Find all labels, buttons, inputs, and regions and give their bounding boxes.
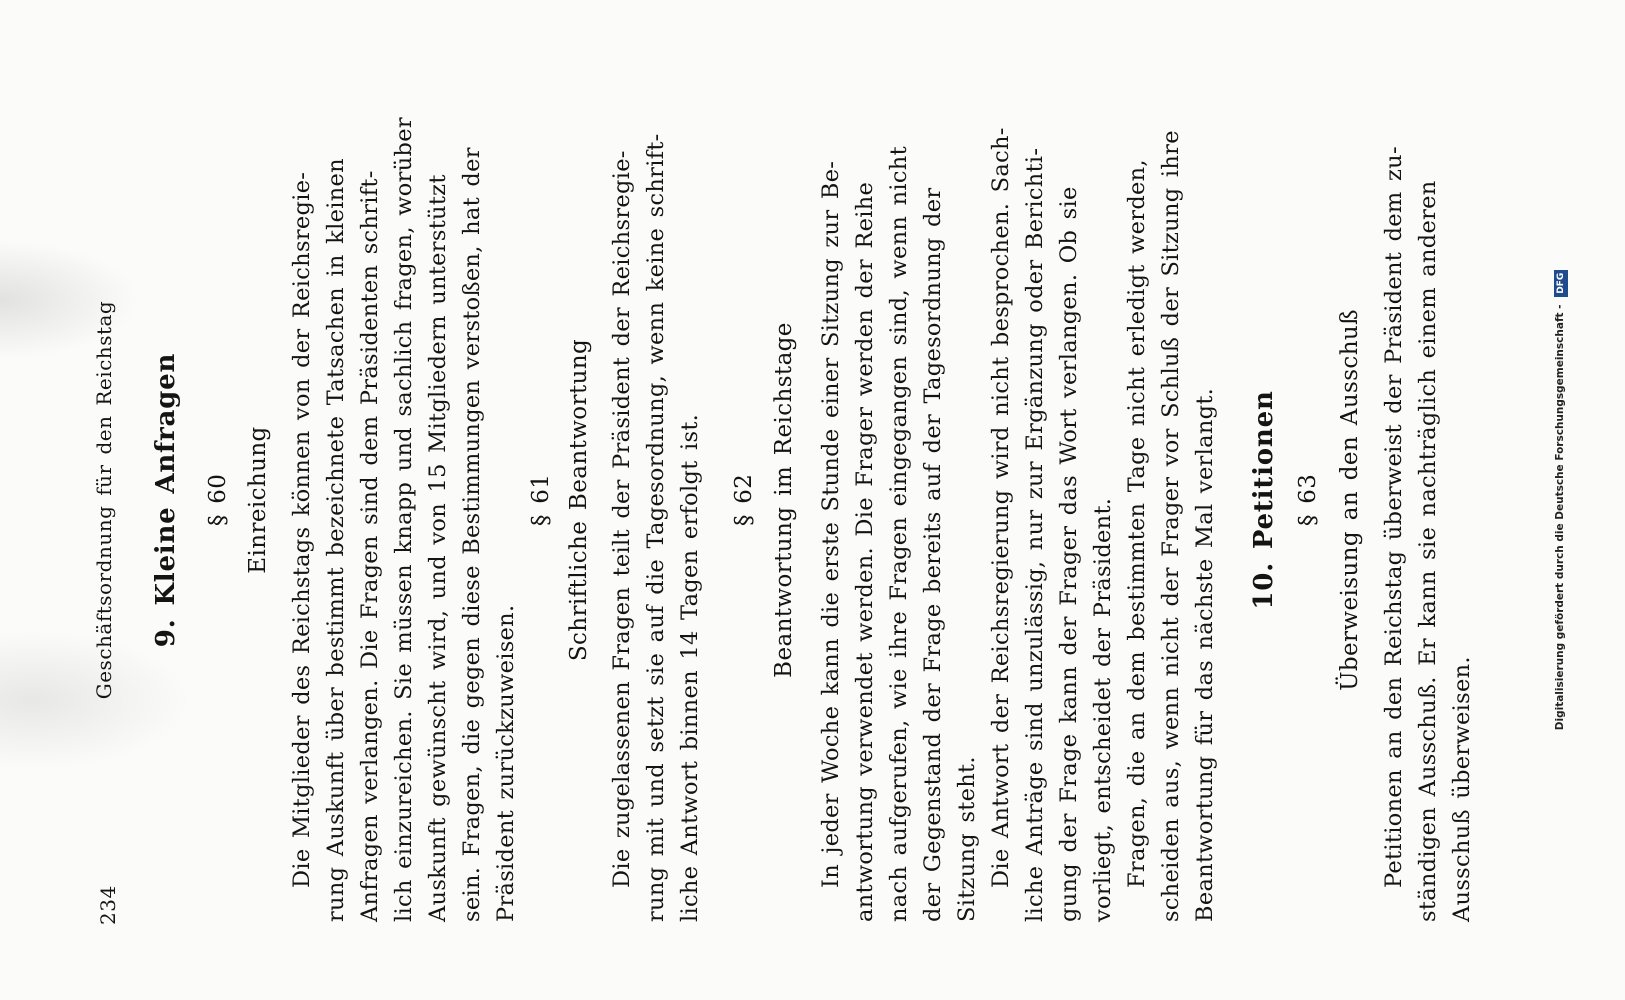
- paragraph-title: Schriftliche Beantwortung: [566, 338, 592, 662]
- text-line: In jeder Woche kann die erste Stunde einer Sitzung zur Be-: [818, 160, 844, 888]
- text-line: Die Antwort der Reichsregierung wird nicht besprochen. Sach-: [988, 127, 1014, 888]
- paragraph-sign: § 60: [205, 473, 231, 527]
- text-line: Petitionen an den Reichstag überweist der Präsident dem zu-: [1381, 146, 1407, 888]
- text-line: Fragen, die an dem bestimmten Tage nicht erledigt werden,: [1124, 159, 1150, 888]
- text-line: ständigen Ausschuß. Er kann sie nachträglich einem anderen: [1415, 180, 1441, 922]
- digitization-credit: [1553, 50, 1567, 950]
- text-line: gung der Frage kann der Frager das Wort verlangen. Ob sie: [1056, 186, 1082, 922]
- paragraph-sign: § 61: [528, 473, 554, 527]
- paragraph-sign: § 63: [1295, 473, 1321, 527]
- text-line: Die Mitglieder des Reichstags können von der Reichsregie-: [289, 171, 315, 888]
- credit-text: Digitalisierung gefördert durch die Deutsche Forschungsgemeinschaft -: [1554, 304, 1566, 731]
- text-line: Auskunft gewünscht wird, und von 15 Mitgliedern unterstützt: [425, 174, 451, 922]
- text-line: scheiden aus, wenn nicht der Frager vor Schluß der Sitzung ihre: [1158, 130, 1184, 922]
- text-line: Anfragen verlangen. Die Fragen sind dem Präsidenten schrift-: [357, 170, 383, 922]
- text-line: Präsident zurückzuweisen.: [493, 604, 519, 922]
- text-line: Ausschuß überweisen.: [1449, 656, 1475, 922]
- paragraph-title: Überweisung an den Ausschuß: [1337, 309, 1363, 691]
- paragraph-title: Einreichung: [245, 426, 271, 574]
- running-title: Geschäftsordnung für den Reichstag: [92, 300, 116, 700]
- text-line: rung mit und setzt sie auf die Tagesordnung, wenn keine schrift-: [643, 133, 669, 922]
- text-line: antwortung verwendet werden. Die Frager werden der Reihe: [852, 181, 878, 922]
- text-line: Sitzung steht.: [954, 756, 980, 922]
- text-line: vorliegt, entscheidet der Präsident.: [1090, 497, 1116, 922]
- text-line: sein. Fragen, die gegen diese Bestimmungen verstoßen, hat der: [459, 147, 485, 922]
- text-line: nach aufgerufen, wie ihre Fragen eingegangen sind, wenn nicht: [886, 146, 912, 922]
- paragraph-title: Beantwortung im Reichstage: [771, 322, 797, 678]
- dfg-logo: DFG: [1554, 270, 1568, 297]
- rotated-document-page: [32, 0, 1592, 1000]
- text-line: liche Antwort binnen 14 Tagen erfolgt ist.: [677, 413, 703, 922]
- text-line: liche Anträge sind unzulässig, nur zur Ergänzung oder Berichti-: [1022, 147, 1048, 922]
- text-line: Beantwortung für das nächste Mal verlangt.: [1192, 387, 1218, 922]
- text-line: der Gegenstand der Frage bereits auf der Tagesordnung der: [920, 187, 946, 922]
- page-number: 234: [96, 885, 120, 925]
- section-heading: 10. Petitionen: [1249, 390, 1279, 610]
- text-line: lich einzureichen. Sie müssen knapp und sachlich fragen, worüber: [391, 117, 417, 922]
- paragraph-sign: § 62: [731, 473, 757, 527]
- text-line: Die zugelassenen Fragen teilt der Präsident der Reichsregie-: [609, 150, 635, 888]
- section-heading: 9. Kleine Anfragen: [151, 352, 181, 648]
- text-line: rung Auskunft über bestimmt bezeichnete Tatsachen in kleinen: [323, 158, 349, 922]
